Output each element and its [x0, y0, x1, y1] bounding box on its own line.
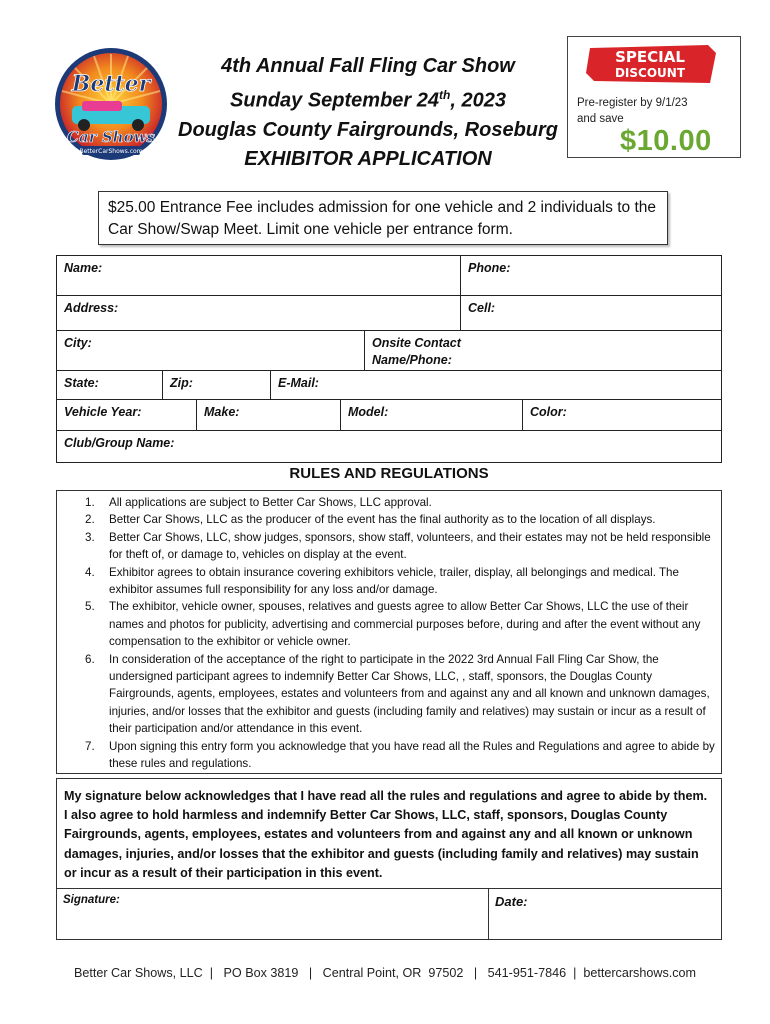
- onsite-contact-field[interactable]: Onsite Contact Name/Phone:: [365, 331, 721, 371]
- signature-field[interactable]: Signature:: [57, 889, 489, 939]
- rule-text: Better Car Shows, LLC, show judges, sponsors, show staff, volunteers, and their estates may not be held responsible for theft of, or damage to, vehicles on display at the event.: [109, 530, 711, 562]
- address-field[interactable]: Address:: [57, 296, 461, 331]
- state-field[interactable]: State:: [57, 371, 163, 400]
- event-location: Douglas County Fairgrounds, Roseburg: [178, 118, 559, 141]
- rule-text: The exhibitor, vehicle owner, spouses, relatives and guests agree to allow Better Car Shows, LLC the use of their names and photos for publicity, advertising and commercial purposes before, during and after the event without any compensation to the exhibitor or vehicle owner.: [109, 600, 701, 649]
- signature-acknowledgement: My signature below acknowledges that I have read all the rules and regulations and agree to abide by them. I also agree to hold harmless and indemnify Better Car Shows, LLC, staff, sponsors, Douglas County Fairgrounds, agents, employees, estates and volunteers from and against any and all known or unknown damages, injuries, and/or losses that the exhibitor and guests (including family and relatives) may sustain or incur as a result of their participation in this event.: [56, 778, 722, 888]
- event-header: [178, 52, 558, 174]
- date-field[interactable]: Date:: [495, 894, 528, 909]
- zip-field[interactable]: Zip:: [163, 371, 271, 400]
- rule-item: [85, 529, 717, 564]
- model-field[interactable]: Model:: [341, 400, 523, 431]
- rule-number: 4.: [85, 565, 95, 579]
- rule-item: [85, 651, 717, 738]
- event-title: 4th Annual Fall Fling Car Show: [221, 55, 515, 77]
- svg-text:SPECIAL: SPECIAL: [615, 48, 685, 66]
- rule-text: Exhibitor agrees to obtain insurance covering exhibitors vehicle, trailer, display, all belongings and medical. The exhibitor assumes full responsibility for any loss and/or damage.: [109, 565, 679, 597]
- rule-text: All applications are subject to Better Car Shows, LLC approval.: [109, 496, 432, 509]
- logo-text-bottom: Car Shows: [67, 128, 155, 146]
- vehicle-year-field[interactable]: Vehicle Year:: [57, 400, 197, 431]
- rules-list: [56, 490, 722, 774]
- better-car-shows-logo: [52, 46, 170, 166]
- rule-text: Better Car Shows, LLC as the producer of the event has the final authority as to the location of all displays.: [109, 513, 656, 527]
- exhibitor-form: [56, 255, 722, 463]
- phone-field[interactable]: Phone:: [461, 256, 721, 296]
- entrance-fee-notice: $25.00 Entrance Fee includes admission for one vehicle and 2 individuals to the Car Show/Swap Meet. Limit one vehicle per entrance form.: [98, 191, 668, 245]
- rule-item: [85, 738, 717, 773]
- club-group-field[interactable]: Club/Group Name:: [64, 436, 175, 450]
- preregister-text: Pre-register by 9/1/23 and save: [577, 97, 688, 125]
- rule-item: [85, 598, 717, 650]
- special-discount-box: [567, 36, 741, 158]
- name-field[interactable]: Name:: [57, 256, 461, 296]
- city-field[interactable]: City:: [57, 331, 365, 371]
- application-title: EXHIBITOR APPLICATION: [244, 147, 492, 170]
- rules-title: RULES AND REGULATIONS: [289, 465, 489, 482]
- rule-item: [85, 564, 717, 599]
- rule-number: 2.: [85, 513, 95, 527]
- signature-row: [56, 888, 722, 940]
- rule-text: Upon signing this entry form you acknowledge that you have read all the Rules and Regulations and agree to abide by these rules and regulations.: [109, 739, 715, 771]
- logo-url: BetterCarShows.com: [79, 148, 143, 155]
- rule-item: [85, 494, 717, 511]
- rule-item: [85, 511, 717, 528]
- rule-number: 7.: [85, 739, 95, 753]
- rule-number: 6.: [85, 652, 95, 666]
- make-field[interactable]: Make:: [197, 400, 341, 431]
- discount-amount: $10.00: [620, 125, 712, 157]
- rule-text: In consideration of the acceptance of the right to participate in the 2022 3rd Annual Fall Fling Car Show, the undersigned participant agrees to indemnify Better Car Shows, LLC, , staff, sponsors, the Douglas County Fairgrounds, agents, employees, estates and volunteers from and against any and all known and unknown damages, injuries, and/or losses that the exhibitor and guests (including family and relatives) may sustain or incur as a result of their participation and/or attendance in this event.: [109, 652, 710, 736]
- contact-footer: Better Car Shows, LLC | PO Box 3819 | Central Point, OR 97502 | 541-951-7846 | bettercarshows.com: [73, 966, 697, 980]
- rule-number: 1.: [85, 496, 95, 509]
- event-date: Sunday September 24th, 2023: [230, 88, 506, 112]
- cell-field[interactable]: Cell:: [461, 296, 721, 331]
- logo-text-top: Better: [71, 71, 151, 97]
- special-discount-banner: [586, 45, 716, 85]
- svg-text:DISCOUNT: DISCOUNT: [614, 66, 686, 80]
- rule-number: 3.: [85, 530, 95, 544]
- rule-number: 5.: [85, 600, 95, 614]
- color-field[interactable]: Color:: [523, 400, 721, 431]
- email-field[interactable]: E-Mail:: [271, 371, 721, 400]
